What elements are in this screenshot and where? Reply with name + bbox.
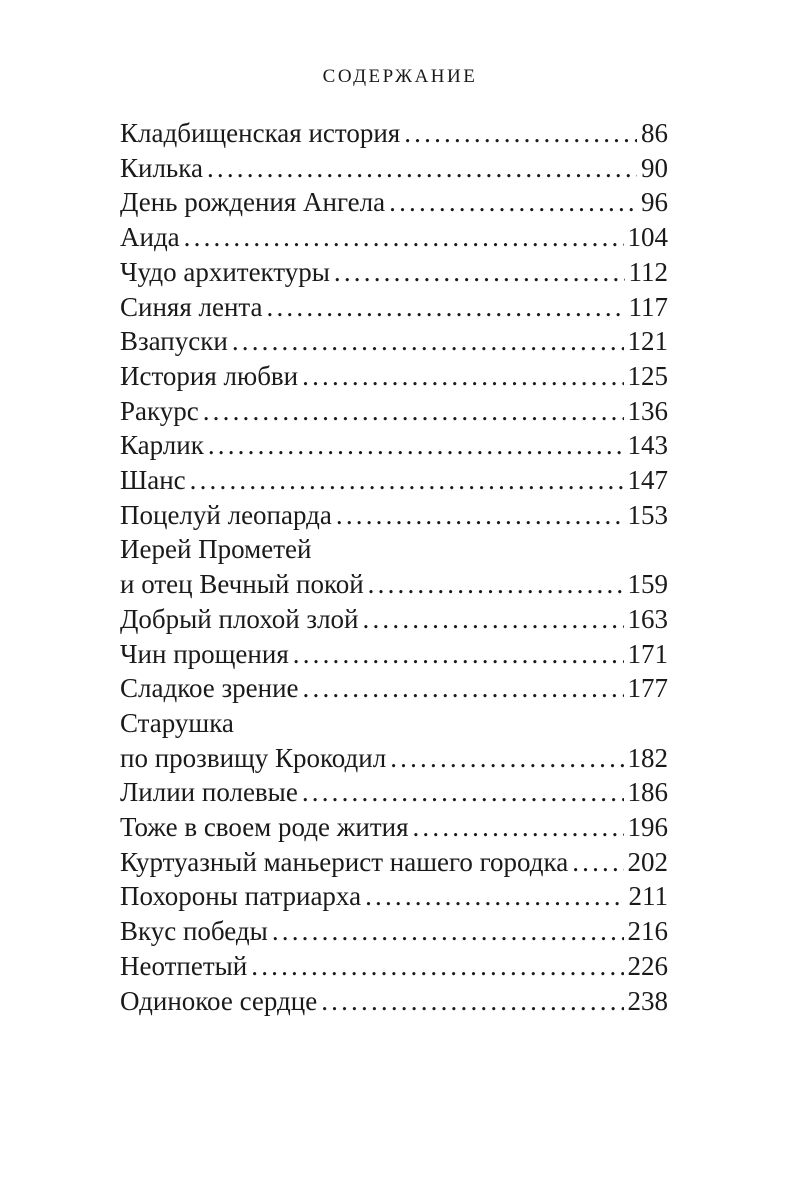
toc-entry-title: Вкус победы	[120, 916, 268, 947]
toc-page-number: 143	[627, 430, 668, 461]
dot-leader	[390, 741, 623, 776]
dot-leader	[302, 775, 624, 810]
toc-page-number: 182	[627, 742, 668, 773]
toc-page-number: 112	[628, 256, 668, 287]
toc-page-number: 86	[641, 118, 668, 148]
toc-page-number: 186	[627, 777, 668, 808]
dot-leader	[184, 220, 624, 255]
dot-leader	[572, 845, 623, 880]
toc-page-number: 117	[628, 291, 668, 322]
toc-line	[120, 637, 668, 672]
toc-line	[120, 185, 668, 220]
toc-line	[120, 116, 668, 151]
toc-entry	[120, 914, 668, 949]
toc-entry-title: Тоже в своем роде жития	[120, 812, 409, 843]
toc-line	[120, 775, 668, 810]
dot-leader	[272, 914, 624, 949]
toc-line	[120, 949, 668, 984]
dot-leader	[321, 984, 623, 1019]
toc-entry	[120, 151, 668, 186]
toc-entry	[120, 671, 668, 706]
toc-line	[120, 220, 668, 255]
toc-entry	[120, 394, 668, 429]
toc-entry	[120, 532, 668, 601]
toc-line	[120, 532, 668, 567]
toc-entry-title: Синяя лента	[120, 291, 263, 322]
toc-entry-title: Чин прощения	[120, 638, 289, 669]
toc-page-number: 159	[627, 569, 668, 600]
toc-page-number: 121	[627, 326, 668, 357]
dot-leader	[207, 151, 637, 186]
dot-leader	[412, 810, 623, 845]
dot-leader	[363, 602, 624, 637]
toc-entry	[120, 845, 668, 880]
toc-entry-title: Аида	[120, 222, 180, 253]
toc-entry	[120, 498, 668, 533]
toc-line	[120, 428, 668, 463]
toc-entry	[120, 220, 668, 255]
toc-entry-title: Иерей Прометей	[120, 534, 312, 565]
dot-leader	[251, 949, 623, 984]
toc-page-number: 125	[627, 360, 668, 391]
toc-entry	[120, 879, 668, 914]
toc-entry-title: Взапуски	[120, 326, 228, 357]
dot-leader	[302, 359, 623, 394]
toc-entry	[120, 775, 668, 810]
dot-leader	[203, 394, 624, 429]
toc-entry	[120, 428, 668, 463]
toc-line	[120, 359, 668, 394]
toc-page-number: 238	[627, 985, 668, 1016]
toc-entry-title: Кладбищенская история	[120, 118, 401, 148]
dot-leader	[267, 290, 625, 325]
dot-leader	[404, 116, 637, 151]
toc-entry	[120, 984, 668, 1019]
toc-entry-title: Карлик	[120, 430, 204, 461]
toc-entry-title: Ракурс	[120, 395, 199, 426]
toc-entry-title: Килька	[120, 152, 203, 183]
toc-page-number: 202	[627, 846, 668, 877]
toc-line	[120, 984, 668, 1019]
toc-entry-title: по прозвищу Крокодил	[120, 742, 387, 773]
toc-line	[120, 498, 668, 533]
toc-entry-title: Похороны патриарха	[120, 881, 362, 912]
toc-entry-title: Шанс	[120, 465, 186, 496]
toc-entry	[120, 602, 668, 637]
toc-page-number: 171	[627, 638, 668, 669]
toc-entry	[120, 463, 668, 498]
toc-entry-title: Поцелуй леопарда	[120, 499, 332, 530]
toc-line	[120, 290, 668, 325]
toc-line	[120, 879, 668, 914]
dot-leader	[293, 637, 624, 672]
dot-leader	[336, 498, 624, 533]
toc-page-number: 153	[627, 499, 668, 530]
toc-page-number: 216	[627, 916, 668, 947]
toc-page-number: 90	[641, 152, 668, 183]
toc-page-number: 226	[627, 950, 668, 981]
toc-line	[120, 706, 668, 741]
toc-entry	[120, 116, 668, 151]
toc-entry	[120, 290, 668, 325]
toc-entry-title: День рождения Ангела	[120, 187, 386, 218]
toc-page-number: 196	[627, 812, 668, 843]
toc-entry-title: Неотпетый	[120, 950, 248, 981]
toc-line	[120, 845, 668, 880]
toc-entry	[120, 255, 668, 290]
toc-page-number: 104	[627, 222, 668, 253]
toc-entry-title: Чудо архитектуры	[120, 256, 330, 287]
toc-list	[120, 116, 668, 1018]
toc-page-number: 211	[628, 881, 668, 912]
toc-page-number: 163	[627, 603, 668, 634]
toc-entry-title: Одинокое сердце	[120, 985, 318, 1016]
toc-entry	[120, 637, 668, 672]
toc-entry-title: История любви	[120, 360, 299, 391]
toc-line	[120, 151, 668, 186]
toc-entry-title: Старушка	[120, 707, 234, 738]
toc-entry	[120, 324, 668, 359]
dot-leader	[303, 671, 624, 706]
dot-leader	[208, 428, 624, 463]
toc-entry	[120, 185, 668, 220]
toc-line	[120, 671, 668, 706]
toc-line	[120, 810, 668, 845]
toc-entry	[120, 359, 668, 394]
toc-entry-title: Лилии полевые	[120, 777, 298, 808]
toc-entry-title: Сладкое зрение	[120, 673, 299, 704]
toc-page-number: 177	[627, 673, 668, 704]
dot-leader	[232, 324, 624, 359]
toc-line	[120, 394, 668, 429]
toc-entry	[120, 706, 668, 775]
toc-line	[120, 914, 668, 949]
toc-page-number: 147	[627, 465, 668, 496]
dot-leader	[334, 255, 625, 290]
toc-line	[120, 567, 668, 602]
dot-leader	[365, 879, 624, 914]
toc-line	[120, 741, 668, 776]
toc-line	[120, 324, 668, 359]
dot-leader	[190, 463, 624, 498]
toc-entry	[120, 949, 668, 984]
toc-heading: СОДЕРЖАНИЕ	[322, 66, 478, 87]
toc-line	[120, 463, 668, 498]
toc-entry-title: и отец Вечный покой	[120, 569, 364, 600]
dot-leader	[368, 567, 624, 602]
toc-entry	[120, 810, 668, 845]
toc-line	[120, 255, 668, 290]
toc-page-number: 96	[641, 187, 668, 218]
toc-line	[120, 602, 668, 637]
toc-entry-title: Куртуазный маньерист нашего городка	[120, 846, 569, 877]
dot-leader	[389, 185, 637, 220]
toc-entry-title: Добрый плохой злой	[120, 603, 359, 634]
toc-page-number: 136	[627, 395, 668, 426]
